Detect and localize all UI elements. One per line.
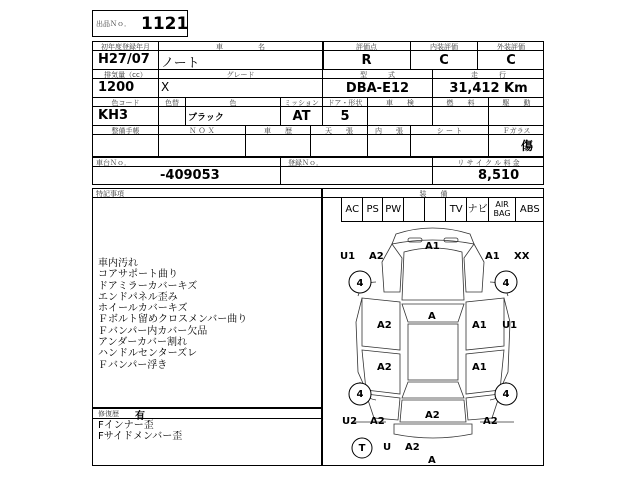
mileage-value: 31,412 Km bbox=[449, 80, 528, 96]
diag-bottom-a2: A2 bbox=[405, 442, 420, 453]
repair-notes bbox=[98, 420, 182, 443]
grade-label: グレード bbox=[226, 71, 255, 79]
cc-value: 1200 bbox=[98, 80, 135, 95]
diag-right-side-u1: U1 bbox=[502, 320, 518, 331]
equip-navi: ナビ bbox=[466, 198, 488, 221]
notes-label: 特記事項 bbox=[96, 190, 124, 198]
year-value: H27/07 bbox=[98, 52, 150, 67]
color-label: 色 bbox=[229, 99, 237, 107]
diag-left-rear-door: A2 bbox=[377, 362, 392, 373]
lot-number-value: 1121 bbox=[141, 14, 189, 34]
note-item: 車内汚れ bbox=[98, 258, 138, 269]
history-label: 車 歴 bbox=[264, 127, 292, 135]
note-item: Ｆボルト留めクロスメンバー曲り bbox=[98, 314, 248, 326]
equipment-row bbox=[341, 198, 544, 222]
chassis-value: -409053 bbox=[160, 168, 220, 183]
nox-label: Ｎ Ｏ Ｘ bbox=[189, 127, 215, 135]
diag-top-left-u1: U1 bbox=[340, 251, 356, 262]
mission-label: ミッション bbox=[284, 99, 319, 107]
diag-top-left-a2: A2 bbox=[369, 251, 384, 262]
repair-note-item: Fサイドメンバー歪 bbox=[98, 431, 183, 443]
diag-rear-roof: A2 bbox=[425, 410, 440, 421]
drive-label: 駆 動 bbox=[502, 99, 531, 107]
diag-tire-rr: 4 bbox=[502, 388, 510, 400]
color-no-label: 色替 bbox=[165, 99, 179, 107]
score-label: 評価点 bbox=[356, 43, 377, 51]
glass-label: Ｆガラス bbox=[502, 127, 531, 135]
diag-tire-fl: 4 bbox=[356, 277, 364, 289]
lot-number-label: 出品Ｎｏ． bbox=[96, 20, 131, 28]
equipment-label: 装 備 bbox=[419, 190, 448, 198]
repair-value: 有 bbox=[135, 411, 145, 422]
diag-bottom-right-a2: A2 bbox=[483, 416, 498, 427]
model-label: 型 式 bbox=[360, 71, 395, 79]
equip-abs: ABS bbox=[515, 198, 544, 221]
exterior-score-label: 外装評価 bbox=[497, 43, 525, 51]
note-item: Ｆバンパー浮き bbox=[98, 359, 168, 371]
doors-value: 5 bbox=[340, 108, 350, 124]
color-code-value: KH3 bbox=[98, 108, 128, 123]
note-item: アンダーカバー割れ bbox=[98, 337, 187, 349]
glass-value: 傷 bbox=[521, 139, 534, 153]
note-item: エンドパネル歪み bbox=[98, 291, 178, 303]
notes-list bbox=[98, 258, 318, 371]
interior-score-value: C bbox=[439, 52, 449, 68]
diag-top-right-a1: A1 bbox=[485, 251, 500, 262]
diag-top-right-xx: XX bbox=[514, 251, 530, 262]
diag-tire-rl: 4 bbox=[356, 388, 364, 400]
note-item: Ｆバンパー内カバー欠品 bbox=[98, 325, 208, 337]
diag-right-front-door: A1 bbox=[472, 320, 487, 331]
diag-right-rear-door: A1 bbox=[472, 362, 487, 373]
equip-ps: PS bbox=[362, 198, 382, 221]
equip-airbag: AIR BAG bbox=[488, 198, 514, 221]
diag-bottom-left-a2: A2 bbox=[370, 416, 385, 427]
recycle-value: 8,510 bbox=[478, 168, 520, 183]
diag-tire-fr: 4 bbox=[502, 277, 510, 289]
note-item: ドアミラーカバーキズ bbox=[98, 280, 198, 292]
diag-front-roof: A1 bbox=[425, 241, 440, 252]
equip-blank-2 bbox=[424, 198, 445, 221]
year-label: 初年度登録年月 bbox=[101, 43, 150, 51]
inspection-label: 車 検 bbox=[386, 99, 414, 107]
color-code-label: 色コード bbox=[111, 99, 140, 107]
equip-blank-1 bbox=[403, 198, 424, 221]
diag-bottom-u: U bbox=[383, 442, 392, 453]
note-item: ホイールカバーキズ bbox=[98, 303, 188, 315]
diag-left-front-door: A2 bbox=[377, 320, 392, 331]
equip-ac: AC bbox=[341, 198, 362, 221]
note-item: ハンドルセンターズレ bbox=[98, 348, 198, 360]
grade-value: X bbox=[161, 80, 170, 94]
note-item: コアサポート曲り bbox=[98, 269, 178, 281]
recycle-label: リ サ イ ク ル 料 金 bbox=[457, 159, 520, 167]
car-condition-diagram bbox=[322, 222, 544, 466]
sunroof-label: 天 張 bbox=[325, 127, 353, 135]
car-name-label: 車 名 bbox=[216, 43, 265, 51]
fuel-label: 燃 料 bbox=[446, 99, 475, 107]
equip-pw: PW bbox=[382, 198, 403, 221]
repair-note-item: Fインナー歪 bbox=[98, 420, 154, 431]
lot-number-box bbox=[92, 10, 188, 37]
model-value: DBA-E12 bbox=[345, 80, 410, 96]
car-name-value: ノート bbox=[161, 56, 200, 71]
doors-label: ドア・形状 bbox=[327, 99, 363, 107]
exterior-score-value: C bbox=[506, 52, 516, 68]
mileage-label: 走 行 bbox=[471, 71, 506, 79]
interior-lining-label: 内 張 bbox=[375, 127, 403, 135]
chassis-label: 車台Ｎｏ． bbox=[96, 159, 131, 167]
manual-label: 整備手帳 bbox=[111, 127, 140, 135]
interior-score-label: 内装評価 bbox=[430, 43, 458, 51]
diag-bottom-a: A bbox=[428, 455, 436, 466]
repair-label: 修復歴 bbox=[98, 410, 119, 418]
equip-tv: TV bbox=[445, 198, 466, 221]
diag-bottom-u2: U2 bbox=[342, 416, 358, 427]
registration-label: 登録Ｎｏ． bbox=[288, 159, 323, 167]
diag-hood: A bbox=[428, 311, 436, 322]
cc-label: 排気量（cc） bbox=[104, 71, 147, 79]
color-value: ブラック bbox=[188, 113, 224, 123]
diag-bottom-t: T bbox=[358, 442, 366, 454]
seat-label: シ ー ト bbox=[436, 127, 463, 135]
score-value: R bbox=[361, 52, 372, 68]
mission-value: AT bbox=[292, 108, 311, 124]
